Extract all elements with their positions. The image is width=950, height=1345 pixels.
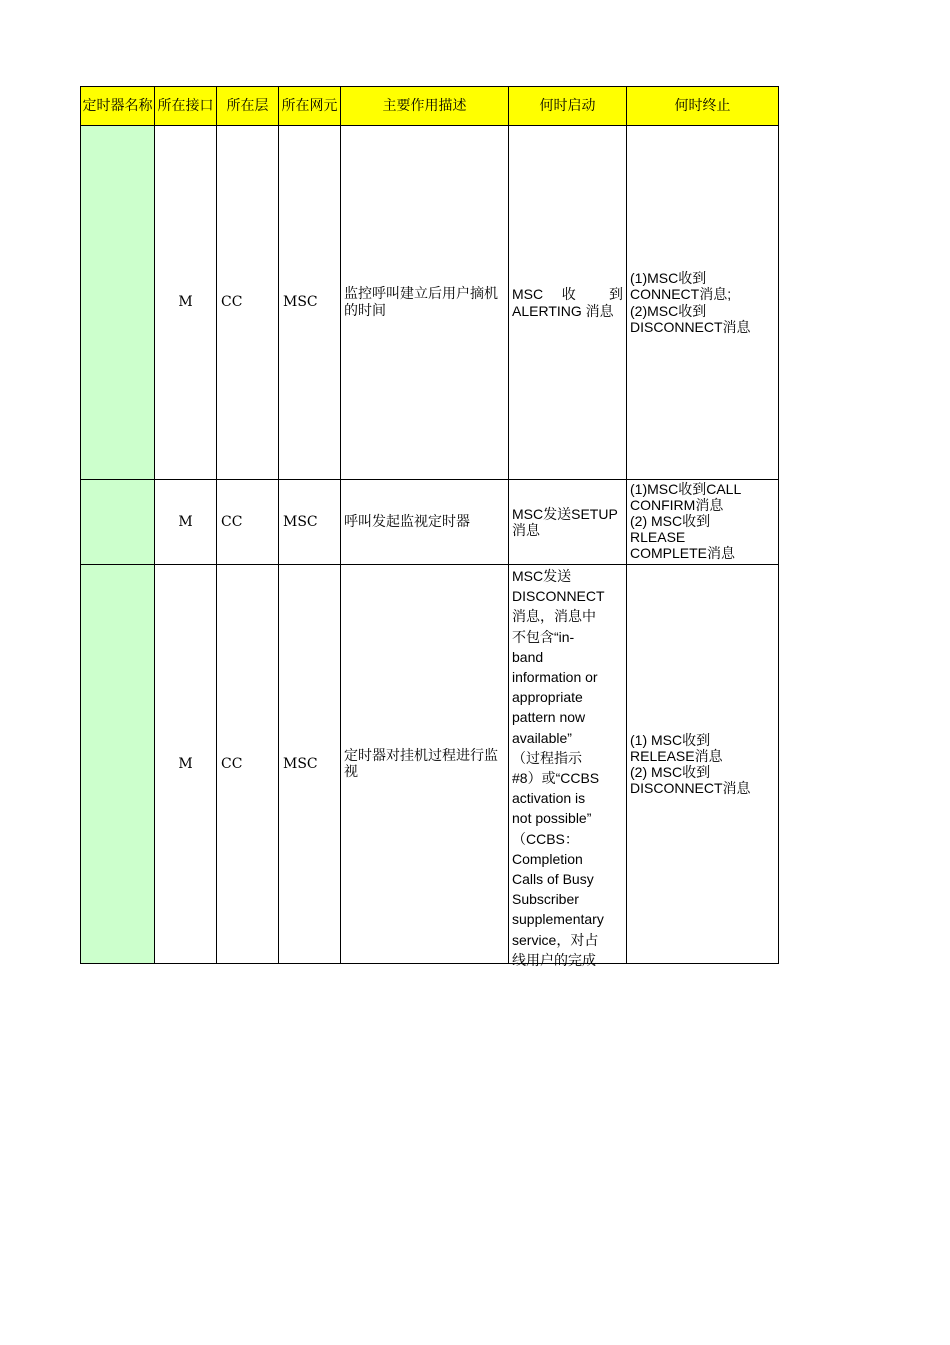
start-line: pattern now: [512, 709, 586, 726]
start-line: available”: [512, 729, 572, 746]
timer-name-cell: [81, 126, 155, 480]
start-line: （过程指示: [512, 749, 582, 766]
start-line: （CCBS：: [512, 830, 579, 847]
stop-line: DISCONNECT消息: [630, 318, 751, 335]
start-line: #8）或“CCBS: [512, 770, 600, 787]
stop-line: DISCONNECT消息: [630, 780, 751, 797]
start-line: Subscriber: [512, 891, 579, 908]
start-line: 消息，消息中: [512, 608, 596, 625]
stop-line: (1)MSC收到CALL: [630, 481, 742, 497]
start-overflow-wrap: [512, 565, 623, 968]
start-line: 不包含“in-: [512, 628, 575, 645]
header-network-element: 所在网元: [279, 87, 341, 126]
layer-cell: CC: [217, 565, 279, 964]
start-line: service，对占: [512, 931, 599, 948]
start-line: Completion: [512, 850, 583, 867]
start-line: DISCONNECT: [512, 588, 605, 605]
start-condition-cell: [509, 565, 627, 968]
stop-condition-cell: [627, 480, 779, 565]
timer-table: [80, 86, 779, 968]
layer-cell: CC: [217, 480, 279, 565]
header-interface: 所在接口: [155, 87, 217, 126]
layer-cell: CC: [217, 126, 279, 480]
network-element-cell: MSC: [279, 126, 341, 480]
stop-condition-cell: [627, 565, 779, 964]
start-condition-cell: [509, 126, 627, 480]
interface-cell: [155, 480, 217, 565]
start-line: not possible”: [512, 810, 592, 827]
stop-condition-cell: [627, 126, 779, 480]
table-row: [81, 480, 779, 565]
stop-line: (2)MSC收到: [630, 302, 707, 319]
header-layer: 所在层: [217, 87, 279, 126]
stop-line: RELEASE消息: [630, 747, 723, 764]
stop-line: (1)MSC收到: [630, 270, 707, 287]
network-element-cell: MSC: [279, 480, 341, 565]
table-header-row: [81, 87, 779, 126]
stop-line: CONNECT消息;: [630, 286, 732, 303]
stop-overflow-text: [630, 481, 775, 561]
network-element-cell: MSC: [279, 565, 341, 964]
interface-cell: [155, 565, 217, 964]
table-row: [81, 565, 779, 964]
header-description: 主要作用描述: [341, 87, 509, 126]
stop-line: (2) MSC收到: [630, 513, 711, 530]
start-line: band: [512, 648, 544, 665]
interface-value: M: [178, 755, 193, 772]
table-row: [81, 126, 779, 480]
stop-line: (2) MSC收到: [630, 764, 711, 780]
header-start: 何时启动: [509, 87, 627, 126]
stop-overflow-wrap: [630, 480, 775, 564]
start-line: activation is: [512, 790, 586, 807]
interface-value: M: [178, 294, 193, 311]
description-cell: 监控呼叫建立后用户摘机的时间: [341, 126, 509, 480]
start-line: appropriate: [512, 689, 583, 706]
stop-line: CONFIRM消息: [630, 497, 724, 514]
description-cell: 呼叫发起监视定时器: [341, 480, 509, 565]
start-line: Calls of Busy: [512, 871, 594, 888]
start-condition-cell: MSC发送SETUP消息: [509, 480, 627, 565]
start-overflow-text: [512, 566, 623, 970]
interface-value: M: [178, 513, 193, 530]
stop-line: COMPLETE消息: [630, 545, 736, 562]
start-line: MSC发送: [512, 568, 572, 584]
timer-name-cell: [81, 480, 155, 565]
stop-line: (1) MSC收到: [630, 731, 711, 748]
start-line: supplementary: [512, 911, 604, 928]
start-line: information or: [512, 669, 598, 686]
header-stop: 何时终止: [627, 87, 779, 126]
timer-name-cell: [81, 565, 155, 964]
description-cell: 定时器对挂机过程进行监视: [341, 565, 509, 964]
start-line: 线用户的完成: [512, 951, 596, 968]
stop-line: RLEASE: [630, 529, 686, 546]
start-condition-text: MSC 收 到 ALERTING 消息: [512, 286, 623, 319]
header-timer-name: 定时器名称: [81, 87, 155, 126]
interface-cell: [155, 126, 217, 480]
